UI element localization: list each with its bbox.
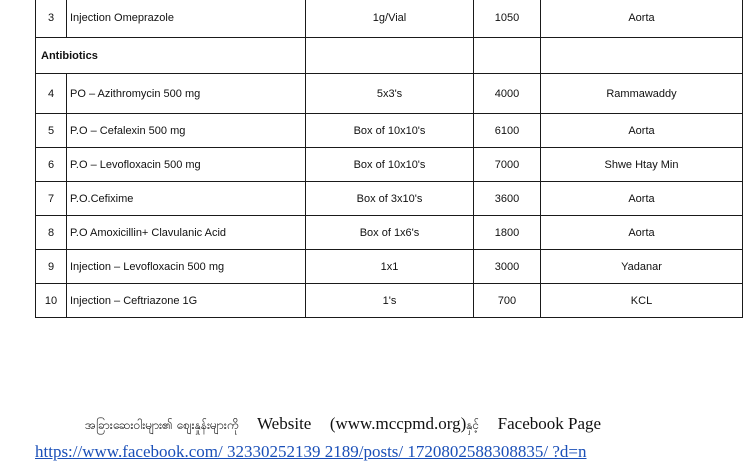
table-row (36, 216, 743, 250)
note-myanmar-text: အခြားဆေးဝါးများ၏ ဈေးနှုန်းများကို (85, 418, 239, 432)
website-label: Website (257, 414, 312, 433)
pack-size: 1's (306, 284, 474, 318)
price: 1800 (474, 216, 541, 250)
empty-cell (306, 38, 474, 74)
price: 1050 (474, 0, 541, 38)
company: Aorta (541, 0, 743, 38)
pack-size: Box of 1x6's (306, 216, 474, 250)
table-row (36, 114, 743, 148)
row-number: 5 (36, 114, 67, 148)
row-number: 6 (36, 148, 67, 182)
price: 6100 (474, 114, 541, 148)
table-row (36, 250, 743, 284)
table-row (36, 182, 743, 216)
table-row (36, 0, 743, 38)
drug-name: Injection Omeprazole (67, 0, 306, 38)
pack-size: Box of 3x10's (306, 182, 474, 216)
company: KCL (541, 284, 743, 318)
pack-size: Box of 10x10's (306, 148, 474, 182)
price: 7000 (474, 148, 541, 182)
pack-size: 1g/Vial (306, 0, 474, 38)
price-info-note (35, 414, 715, 462)
price: 3600 (474, 182, 541, 216)
price: 700 (474, 284, 541, 318)
row-number: 3 (36, 0, 67, 38)
drug-name: PO – Azithromycin 500 mg (67, 74, 306, 114)
drug-name: P.O.Cefixime (67, 182, 306, 216)
pack-size: Box of 10x10's (306, 114, 474, 148)
pack-size: 1x1 (306, 250, 474, 284)
drug-name: Injection – Ceftriazone 1G (67, 284, 306, 318)
drug-name: P.O Amoxicillin+ Clavulanic Acid (67, 216, 306, 250)
table-row (36, 148, 743, 182)
table-row (36, 74, 743, 114)
section-row-antibiotics (36, 38, 743, 74)
pack-size: 5x3's (306, 74, 474, 114)
company: Shwe Htay Min (541, 148, 743, 182)
row-number: 10 (36, 284, 67, 318)
row-number: 7 (36, 182, 67, 216)
row-number: 9 (36, 250, 67, 284)
drug-name: P.O – Cefalexin 500 mg (67, 114, 306, 148)
company: Aorta (541, 114, 743, 148)
empty-cell (541, 38, 743, 74)
drug-name: Injection – Levofloxacin 500 mg (67, 250, 306, 284)
price-table (35, 0, 743, 318)
company: Aorta (541, 216, 743, 250)
section-title: Antibiotics (36, 38, 306, 74)
drug-name: P.O – Levofloxacin 500 mg (67, 148, 306, 182)
row-number: 4 (36, 74, 67, 114)
website-url[interactable]: (www.mccpmd.org) (329, 414, 467, 433)
table-row (36, 284, 743, 318)
company: Rammawaddy (541, 74, 743, 114)
facebook-link[interactable]: https://www.facebook.com/ 32330252139 2189/posts/ 1720802588308835/ ?d=n (35, 442, 587, 461)
facebook-label: Facebook Page (497, 414, 602, 433)
price: 4000 (474, 74, 541, 114)
note-line (35, 414, 715, 440)
empty-cell (474, 38, 541, 74)
company: Aorta (541, 182, 743, 216)
company: Yadanar (541, 250, 743, 284)
price: 3000 (474, 250, 541, 284)
note-myanmar-conjunction: နှင့် (466, 418, 480, 432)
row-number: 8 (36, 216, 67, 250)
